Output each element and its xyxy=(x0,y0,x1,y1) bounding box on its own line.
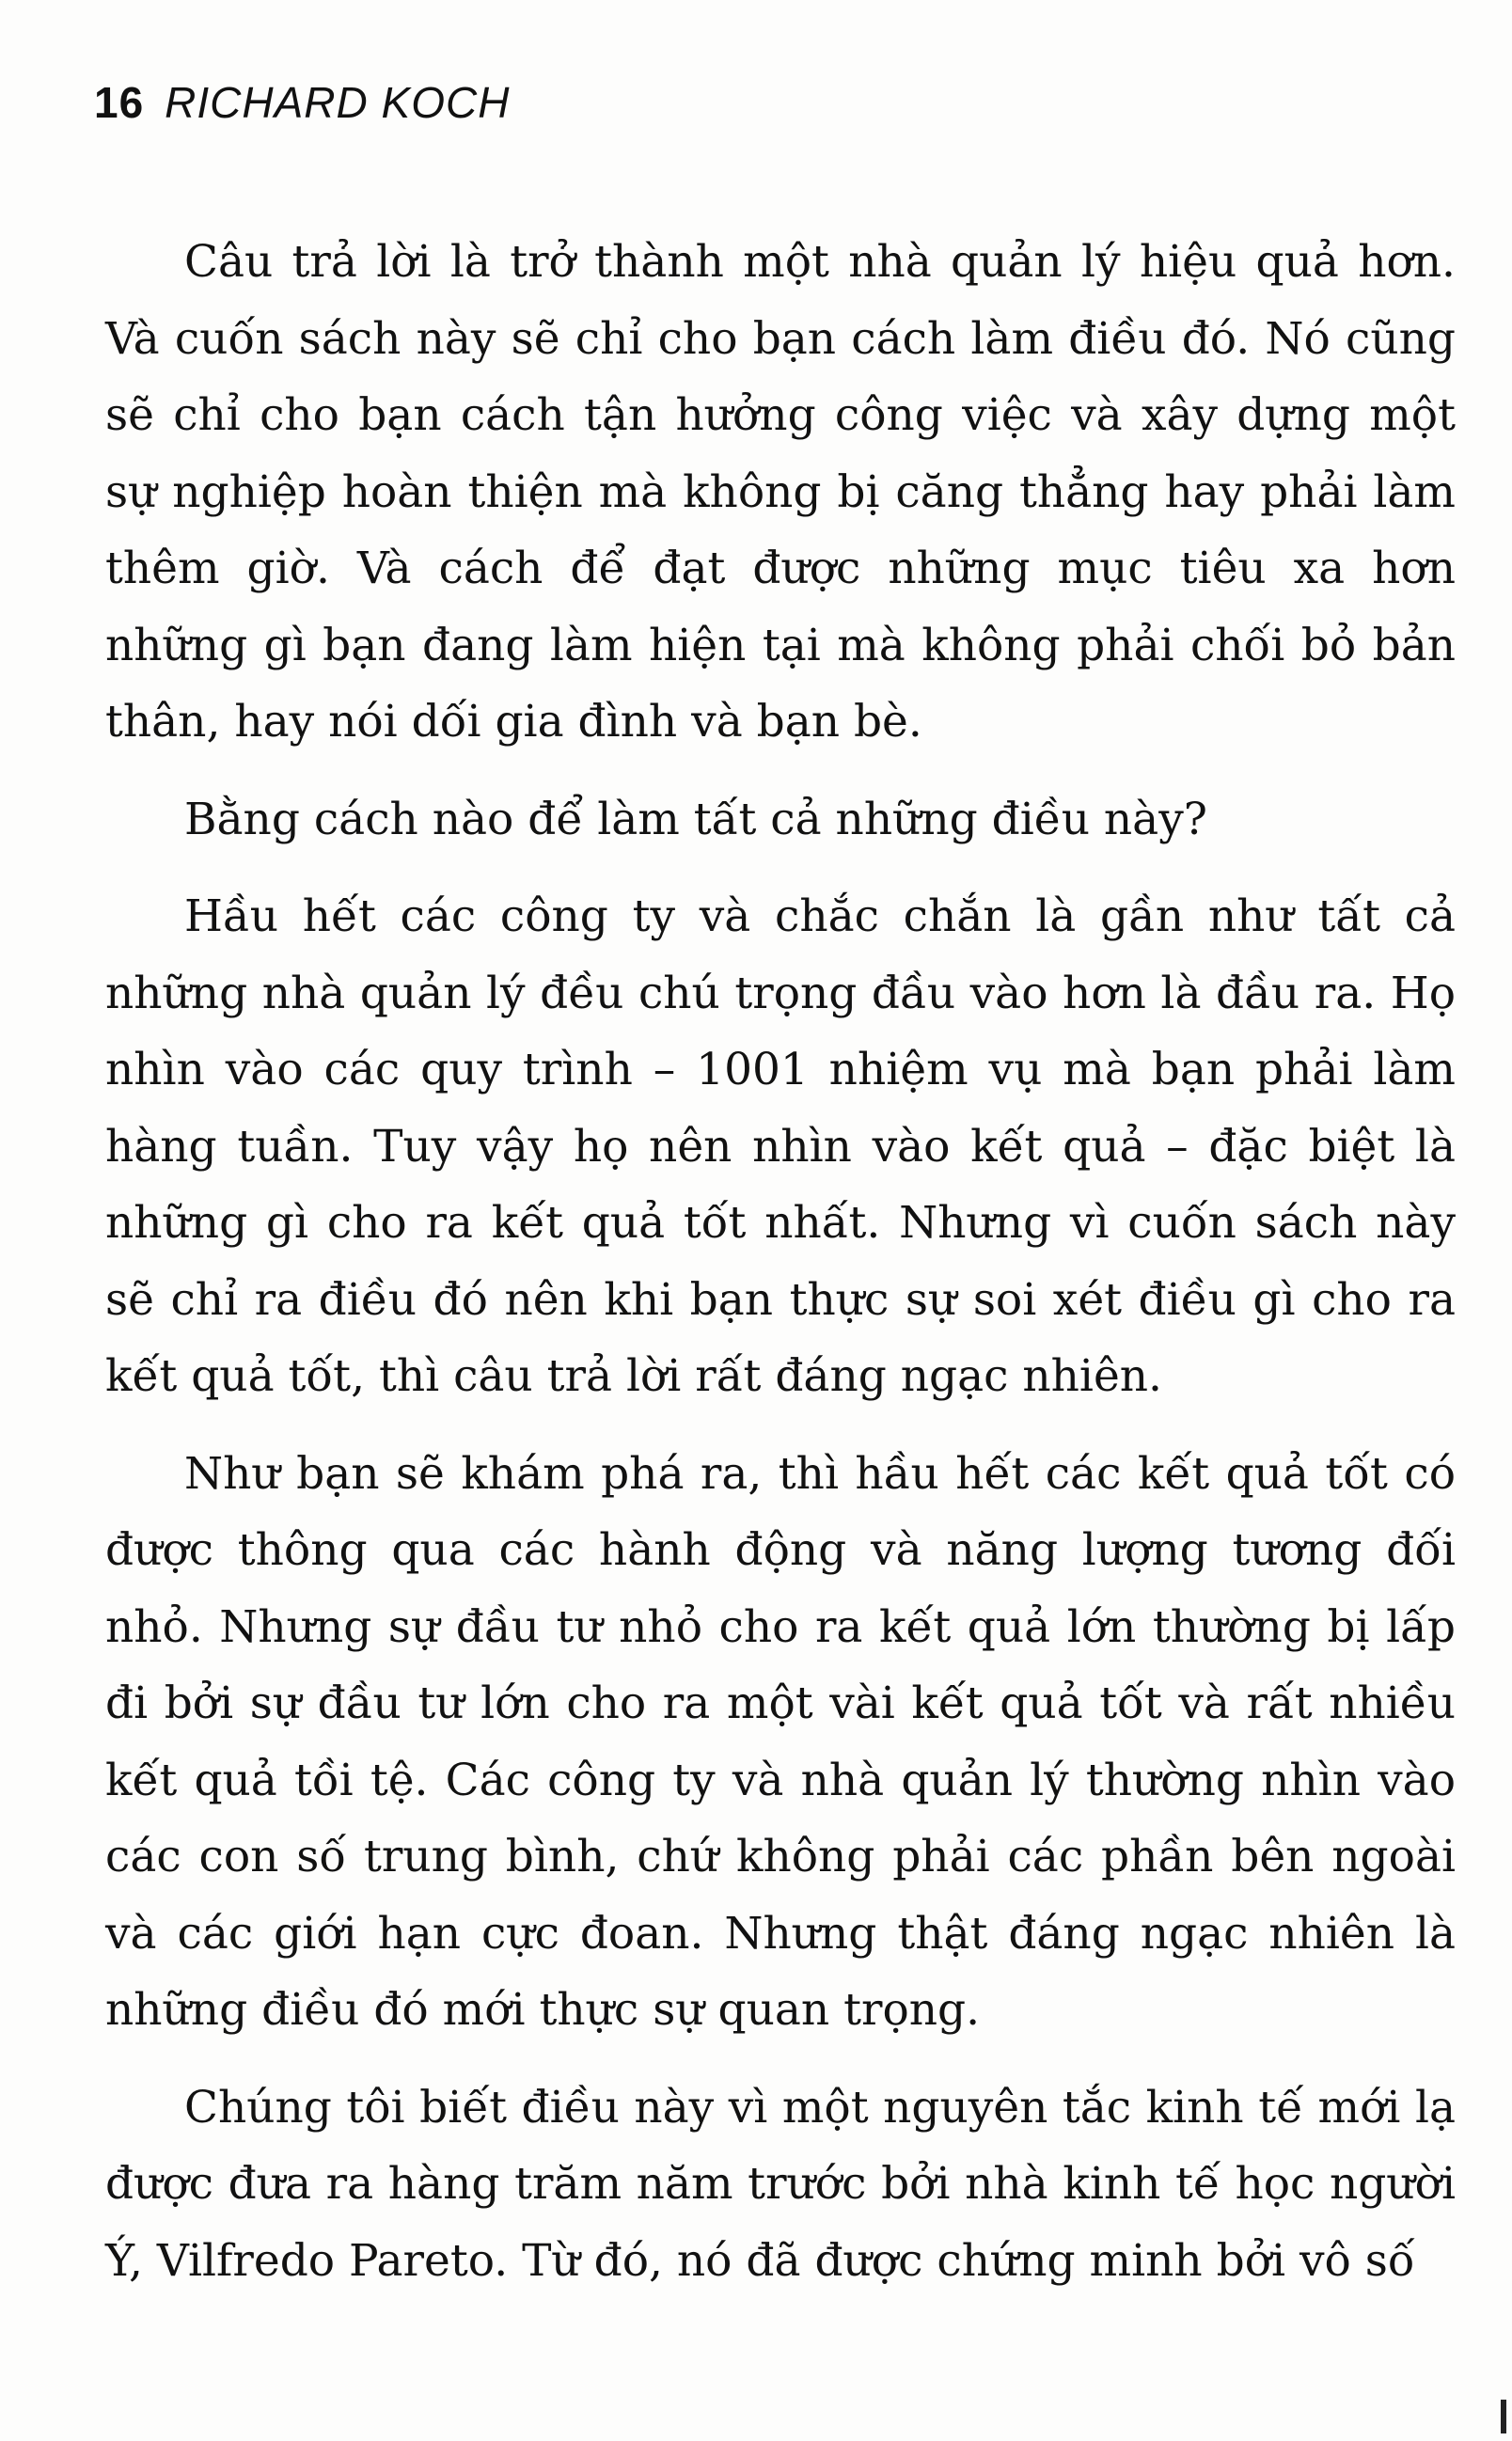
body-text xyxy=(105,224,1456,2320)
author-name: RICHARD KOCH xyxy=(165,78,511,127)
paragraph-3: Hầu hết các công ty và chắc chắn là gần như tất cả những nhà quản lý đều chú trọng đầu vào hơn là đầu ra. Họ nhìn vào các quy trình – 1001 nhiệm vụ mà bạn phải làm hàng tuần. Tuy vậy họ nên nhìn vào kết quả – đặc biệt là những gì cho ra kết quả tốt nhất. Nhưng vì cuốn sách này sẽ chỉ ra điều đó nên khi bạn thực sự soi xét điều gì cho ra kết quả tốt, thì câu trả lời rất đáng ngạc nhiên. xyxy=(105,890,1456,1402)
paragraph-1: Câu trả lời là trở thành một nhà quản lý hiệu quả hơn. Và cuốn sách này sẽ chỉ cho bạn cách làm điều đó. Nó cũng sẽ chỉ cho bạn cách tận hưởng công việc và xây dựng một sự nghiệp hoàn thiện mà không bị căng thẳng hay phải làm thêm giờ. Và cách để đạt được những mục tiêu xa hơn những gì bạn đang làm hiện tại mà không phải chối bỏ bản thân, hay nói dối gia đình và bạn bè. xyxy=(105,236,1456,748)
running-head xyxy=(94,77,510,128)
paragraph-2: Bằng cách nào để làm tất cả những điều này? xyxy=(184,793,1207,845)
paragraph-5: Chúng tôi biết điều này vì một nguyên tắc kinh tế mới lạ được đưa ra hàng trăm năm trước bởi nhà kinh tế học người Ý, Vilfredo Pareto. Từ đó, nó đã được chứng minh bởi vô số xyxy=(105,2081,1456,2287)
page-number: 16 xyxy=(94,78,145,127)
paragraph-4: Như bạn sẽ khám phá ra, thì hầu hết các kết quả tốt có được thông qua các hành động và năng lượng tương đối nhỏ. Nhưng sự đầu tư nhỏ cho ra kết quả lớn thường bị lấp đi bởi sự đầu tư lớn cho ra một vài kết quả tốt và rất nhiều kết quả tồi tệ. Các công ty và nhà quản lý thường nhìn vào các con số trung bình, chứ không phải các phần bên ngoài và các giới hạn cực đoan. Nhưng thật đáng ngạc nhiên là những điều đó mới thực sự quan trọng. xyxy=(105,1447,1456,2036)
page-edge-mark xyxy=(1501,2400,1506,2433)
